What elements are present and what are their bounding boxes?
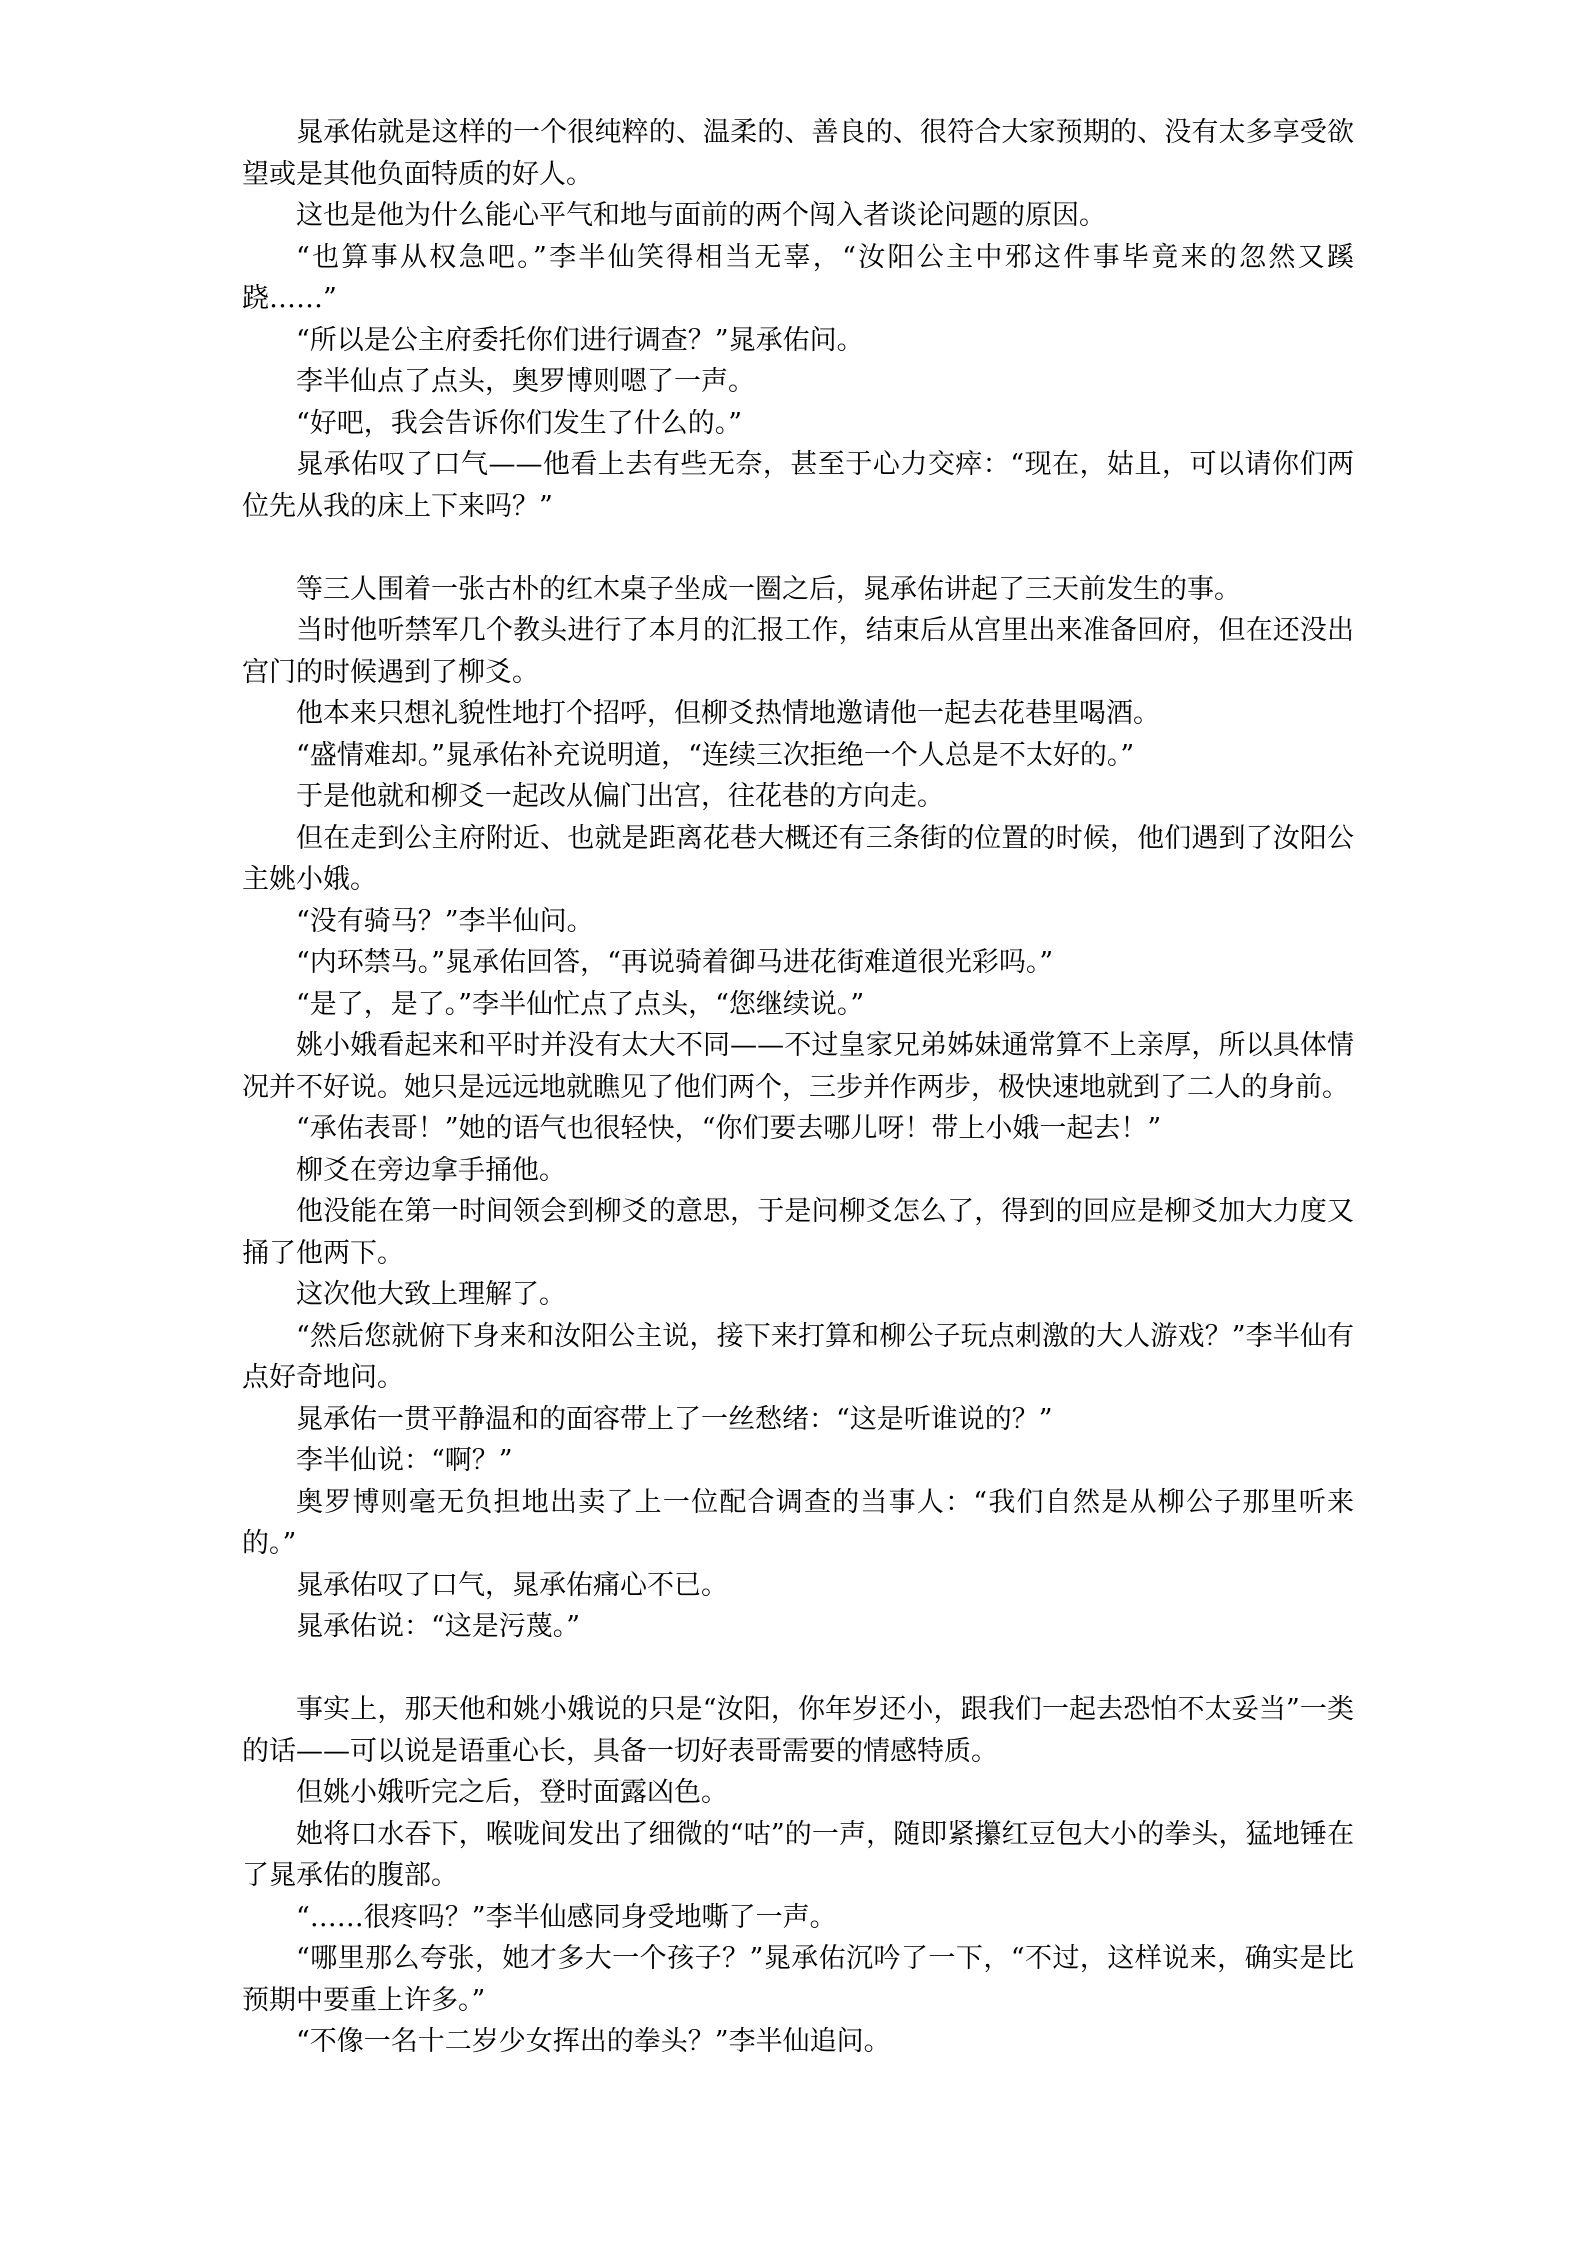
paragraph: 事实上，那天他和姚小娥说的只是“汝阳，你年岁还小，跟我们一起去恐怕不太妥当”一类的话——可以说是语重心长，具备一切好表哥需要的情感特质。 (242, 1694, 1354, 1767)
paragraph: 这也是他为什么能心平气和地与面前的两个闯入者谈论问题的原因。 (296, 200, 1106, 231)
paragraph: 李半仙点了点头，奥罗博则嗯了一声。 (296, 366, 755, 397)
paragraph: 奥罗博则毫无负担地出卖了上一位配合调查的当事人：“我们自然是从柳公子那里听来的。” (242, 1486, 1354, 1559)
paragraph: 晁承佑就是这样的一个很纯粹的、温柔的、善良的、很符合大家预期的、没有太多享受欲望或是其他负面特质的好人。 (242, 117, 1354, 190)
paragraph: 她将口水吞下，喉咙间发出了细微的“咕”的一声，随即紧攥红豆包大小的拳头，猛地锤在了晁承佑的腹部。 (242, 1818, 1354, 1891)
paragraph: “然后您就俯下身来和汝阳公主说，接下来打算和柳公子玩点刺激的大人游戏？”李半仙有点好奇地问。 (242, 1320, 1354, 1393)
paragraph: “所以是公主府委托你们进行调查？”晁承佑问。 (296, 324, 864, 356)
paragraph: 晁承佑叹了口气——他看上去有些无奈，甚至于心力交瘁：“现在，姑且，可以请你们两位先从我的床上下来吗？” (242, 449, 1354, 522)
document-page (242, 112, 1354, 2063)
paragraph: “……很疼吗？”李半仙感同身受地嘶了一声。 (296, 1901, 837, 1933)
paragraph: 等三人围着一张古朴的红木桌子坐成一圈之后，晁承佑讲起了三天前发生的事。 (296, 573, 1241, 605)
paragraph: 晁承佑说：“这是污蔑。” (296, 1611, 581, 1642)
paragraph: “哪里那么夸张，她才多大一个孩子？”晁承佑沉吟了一下，“不过，这样说来，确实是比预期中要重上许多。” (242, 1943, 1354, 2016)
paragraph: “也算事从权急吧。”李半仙笑得相当无辜，“汝阳公主中邪这件事毕竟来的忽然又蹊跷……” (242, 241, 1354, 314)
paragraph: “不像一名十二岁少女挥出的拳头？”李半仙追问。 (296, 2026, 891, 2057)
section-break (242, 1648, 1354, 1690)
paragraph: 柳爻在旁边拿手捅他。 (296, 1154, 566, 1186)
paragraph: 晁承佑叹了口气，晁承佑痛心不已。 (296, 1569, 728, 1601)
paragraph: 他本来只想礼貌性地打个招呼，但柳爻热情地邀请他一起去花巷里喝酒。 (296, 698, 1160, 729)
paragraph: 但在走到公主府附近、也就是距离花巷大概还有三条街的位置的时候，他们遇到了汝阳公主姚小娥。 (242, 822, 1354, 895)
paragraph: “是了，是了。”李半仙忙点了点头，“您继续说。” (296, 988, 865, 1020)
paragraph: 这次他大致上理解了。 (296, 1279, 566, 1310)
paragraph: 于是他就和柳爻一起改从偏门出宫，往花巷的方向走。 (296, 781, 944, 812)
paragraph: 李半仙说：“啊？” (296, 1445, 513, 1476)
paragraph: 姚小娥看起来和平时并没有太大不同——不过皇家兄弟姊妹通常算不上亲厚，所以具体情况并不好说。她只是远远地就瞧见了他们两个，三步并作两步，极快速地就到了二人的身前。 (242, 1030, 1354, 1103)
paragraph: “承佑表哥！”她的语气也很轻快，“你们要去哪儿呀！带上小娥一起去！” (296, 1113, 1162, 1144)
paragraph: “内环禁马。”晁承佑回答，“再说骑着御马进花街难道很光彩吗。” (296, 947, 1054, 978)
paragraph: 他没能在第一时间领会到柳爻的意思，于是问柳爻怎么了，得到的回应是柳爻加大力度又捅了他两下。 (242, 1196, 1354, 1269)
paragraph: 晁承佑一贯平静温和的面容带上了一丝愁绪：“这是听谁说的？” (296, 1403, 1053, 1435)
paragraph: “盛情难却。”晁承佑补充说明道，“连续三次拒绝一个人总是不太好的。” (296, 739, 1135, 771)
paragraph: 但姚小娥听完之后，登时面露凶色。 (296, 1777, 728, 1808)
section-break (242, 527, 1354, 569)
paragraph: “好吧，我会告诉你们发生了什么的。” (296, 407, 743, 439)
paragraph: “没有骑马？”李半仙问。 (296, 905, 594, 937)
paragraph: 当时他听禁军几个教头进行了本月的汇报工作，结束后从宫里出来准备回府，但在还没出宫门的时候遇到了柳爻。 (242, 615, 1354, 688)
